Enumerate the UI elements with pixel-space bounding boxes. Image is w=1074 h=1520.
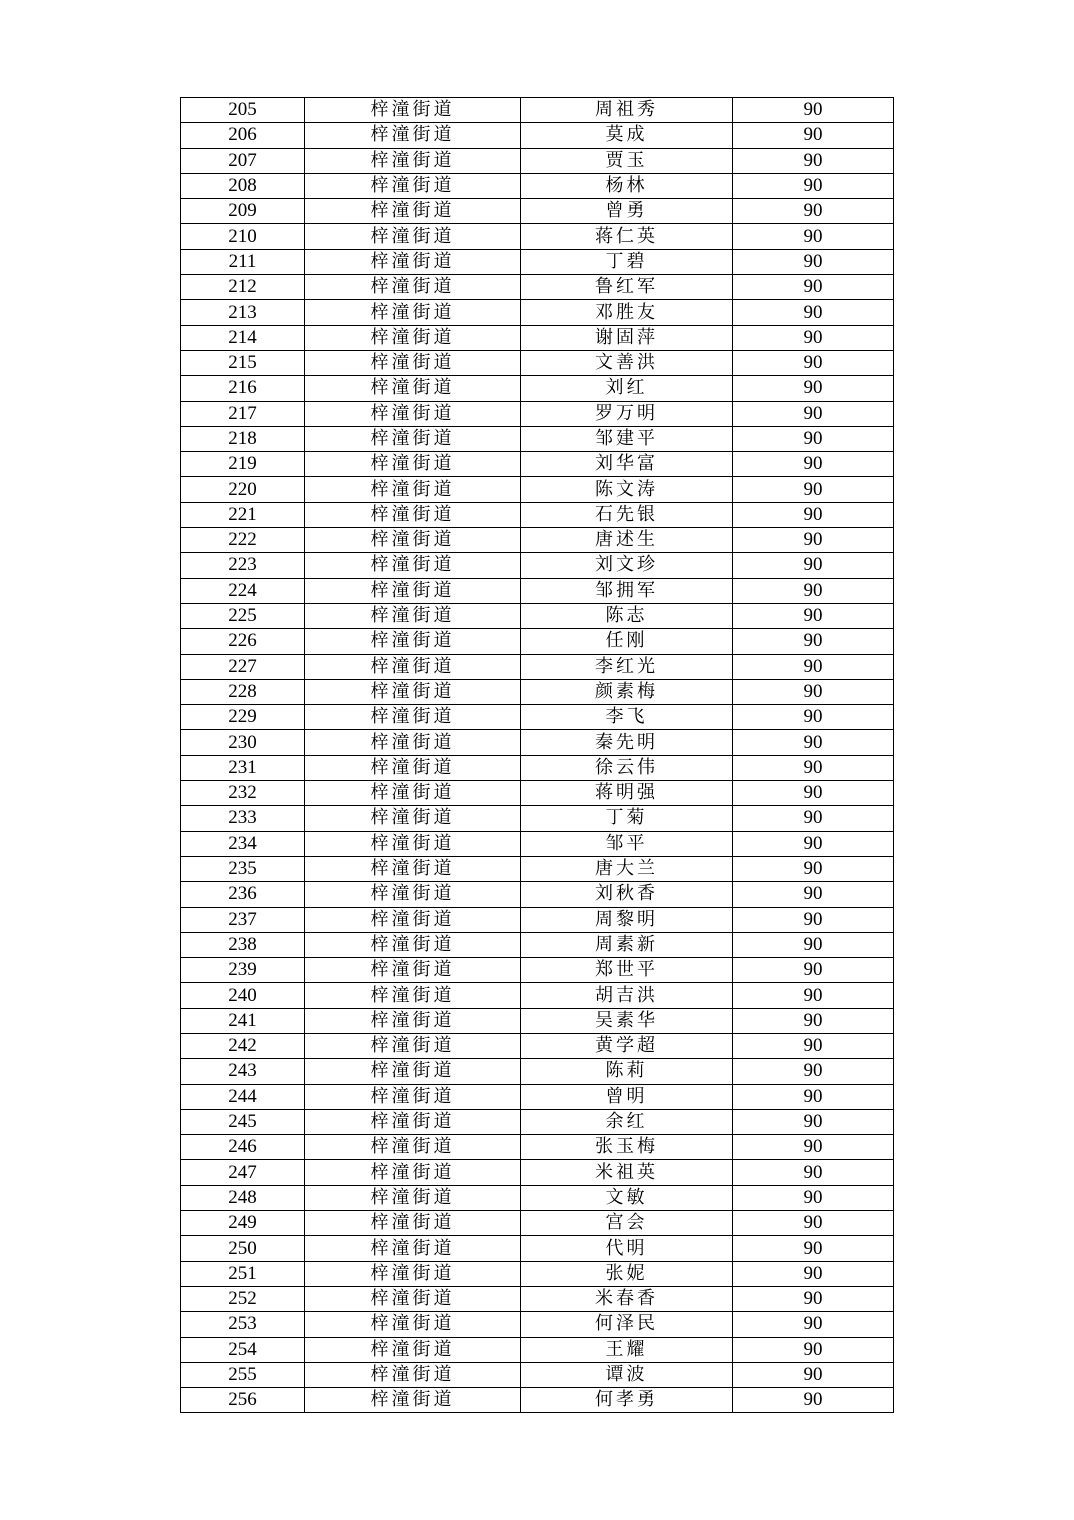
table-row [181, 578, 894, 603]
table-row [181, 603, 894, 628]
table-row [181, 755, 894, 780]
person-name-cell: 邹平 [521, 831, 733, 856]
person-name-cell: 丁菊 [521, 806, 733, 831]
row-number-cell: 227 [181, 654, 305, 679]
roster-table-body [181, 98, 894, 1413]
street-name-cell: 梓潼街道 [305, 958, 521, 983]
score-cell: 90 [733, 983, 894, 1008]
person-name-cell: 周祖秀 [521, 98, 733, 123]
table-row [181, 1109, 894, 1134]
person-name-cell: 谢固萍 [521, 325, 733, 350]
table-row [181, 1286, 894, 1311]
score-cell: 90 [733, 1388, 894, 1413]
row-number-cell: 223 [181, 553, 305, 578]
street-name-cell: 梓潼街道 [305, 173, 521, 198]
score-cell: 90 [733, 452, 894, 477]
row-number-cell: 254 [181, 1337, 305, 1362]
person-name-cell: 郑世平 [521, 958, 733, 983]
score-cell: 90 [733, 275, 894, 300]
score-cell: 90 [733, 1135, 894, 1160]
person-name-cell: 陈莉 [521, 1059, 733, 1084]
person-name-cell: 曾勇 [521, 199, 733, 224]
person-name-cell: 刘红 [521, 376, 733, 401]
street-name-cell: 梓潼街道 [305, 1337, 521, 1362]
person-name-cell: 李红光 [521, 654, 733, 679]
street-name-cell: 梓潼街道 [305, 679, 521, 704]
row-number-cell: 228 [181, 679, 305, 704]
score-cell: 90 [733, 1059, 894, 1084]
street-name-cell: 梓潼街道 [305, 1135, 521, 1160]
table-row [181, 806, 894, 831]
row-number-cell: 237 [181, 907, 305, 932]
score-cell: 90 [733, 755, 894, 780]
table-row [181, 856, 894, 881]
table-row [181, 325, 894, 350]
street-name-cell: 梓潼街道 [305, 1362, 521, 1387]
person-name-cell: 文敏 [521, 1185, 733, 1210]
person-name-cell: 唐大兰 [521, 856, 733, 881]
person-name-cell: 邹建平 [521, 426, 733, 451]
row-number-cell: 207 [181, 148, 305, 173]
street-name-cell: 梓潼街道 [305, 603, 521, 628]
row-number-cell: 208 [181, 173, 305, 198]
row-number-cell: 205 [181, 98, 305, 123]
street-name-cell: 梓潼街道 [305, 249, 521, 274]
table-row [181, 1362, 894, 1387]
street-name-cell: 梓潼街道 [305, 275, 521, 300]
score-cell: 90 [733, 679, 894, 704]
person-name-cell: 张妮 [521, 1261, 733, 1286]
street-name-cell: 梓潼街道 [305, 528, 521, 553]
score-cell: 90 [733, 249, 894, 274]
street-name-cell: 梓潼街道 [305, 477, 521, 502]
table-row [181, 1008, 894, 1033]
row-number-cell: 212 [181, 275, 305, 300]
table-row [181, 199, 894, 224]
table-row [181, 1236, 894, 1261]
row-number-cell: 243 [181, 1059, 305, 1084]
street-name-cell: 梓潼街道 [305, 856, 521, 881]
row-number-cell: 231 [181, 755, 305, 780]
table-row [181, 679, 894, 704]
table-row [181, 224, 894, 249]
street-name-cell: 梓潼街道 [305, 1211, 521, 1236]
score-cell: 90 [733, 705, 894, 730]
street-name-cell: 梓潼街道 [305, 730, 521, 755]
score-cell: 90 [733, 781, 894, 806]
street-name-cell: 梓潼街道 [305, 1261, 521, 1286]
table-row [181, 831, 894, 856]
table-row [181, 350, 894, 375]
score-cell: 90 [733, 502, 894, 527]
table-row [181, 882, 894, 907]
score-cell: 90 [733, 1362, 894, 1387]
table-row [181, 1084, 894, 1109]
table-row [181, 477, 894, 502]
person-name-cell: 曾明 [521, 1084, 733, 1109]
score-cell: 90 [733, 730, 894, 755]
score-cell: 90 [733, 882, 894, 907]
street-name-cell: 梓潼街道 [305, 199, 521, 224]
street-name-cell: 梓潼街道 [305, 755, 521, 780]
score-cell: 90 [733, 477, 894, 502]
score-cell: 90 [733, 1008, 894, 1033]
row-number-cell: 234 [181, 831, 305, 856]
street-name-cell: 梓潼街道 [305, 1084, 521, 1109]
row-number-cell: 250 [181, 1236, 305, 1261]
row-number-cell: 211 [181, 249, 305, 274]
street-name-cell: 梓潼街道 [305, 705, 521, 730]
score-cell: 90 [733, 1261, 894, 1286]
table-row [181, 1059, 894, 1084]
row-number-cell: 221 [181, 502, 305, 527]
person-name-cell: 代明 [521, 1236, 733, 1261]
table-row [181, 1337, 894, 1362]
table-row [181, 1388, 894, 1413]
table-row [181, 958, 894, 983]
table-row [181, 654, 894, 679]
row-number-cell: 242 [181, 1033, 305, 1058]
score-cell: 90 [733, 350, 894, 375]
score-cell: 90 [733, 1286, 894, 1311]
street-name-cell: 梓潼街道 [305, 376, 521, 401]
street-name-cell: 梓潼街道 [305, 1185, 521, 1210]
row-number-cell: 232 [181, 781, 305, 806]
row-number-cell: 253 [181, 1312, 305, 1337]
table-row [181, 275, 894, 300]
street-name-cell: 梓潼街道 [305, 300, 521, 325]
row-number-cell: 217 [181, 401, 305, 426]
person-name-cell: 杨林 [521, 173, 733, 198]
row-number-cell: 240 [181, 983, 305, 1008]
street-name-cell: 梓潼街道 [305, 553, 521, 578]
table-row [181, 1033, 894, 1058]
person-name-cell: 刘华富 [521, 452, 733, 477]
street-name-cell: 梓潼街道 [305, 629, 521, 654]
person-name-cell: 何孝勇 [521, 1388, 733, 1413]
person-name-cell: 陈文涛 [521, 477, 733, 502]
person-name-cell: 周素新 [521, 932, 733, 957]
person-name-cell: 吴素华 [521, 1008, 733, 1033]
row-number-cell: 241 [181, 1008, 305, 1033]
street-name-cell: 梓潼街道 [305, 654, 521, 679]
row-number-cell: 230 [181, 730, 305, 755]
street-name-cell: 梓潼街道 [305, 1312, 521, 1337]
person-name-cell: 何泽民 [521, 1312, 733, 1337]
person-name-cell: 陈志 [521, 603, 733, 628]
street-name-cell: 梓潼街道 [305, 578, 521, 603]
street-name-cell: 梓潼街道 [305, 1160, 521, 1185]
street-name-cell: 梓潼街道 [305, 350, 521, 375]
score-cell: 90 [733, 553, 894, 578]
street-name-cell: 梓潼街道 [305, 983, 521, 1008]
person-name-cell: 谭波 [521, 1362, 733, 1387]
street-name-cell: 梓潼街道 [305, 1388, 521, 1413]
street-name-cell: 梓潼街道 [305, 1109, 521, 1134]
row-number-cell: 214 [181, 325, 305, 350]
person-name-cell: 王耀 [521, 1337, 733, 1362]
score-cell: 90 [733, 98, 894, 123]
score-cell: 90 [733, 958, 894, 983]
score-cell: 90 [733, 806, 894, 831]
table-row [181, 173, 894, 198]
score-cell: 90 [733, 654, 894, 679]
table-row [181, 907, 894, 932]
table-row [181, 1312, 894, 1337]
row-number-cell: 245 [181, 1109, 305, 1134]
score-cell: 90 [733, 603, 894, 628]
score-cell: 90 [733, 907, 894, 932]
row-number-cell: 216 [181, 376, 305, 401]
person-name-cell: 贾玉 [521, 148, 733, 173]
row-number-cell: 218 [181, 426, 305, 451]
person-name-cell: 秦先明 [521, 730, 733, 755]
score-cell: 90 [733, 578, 894, 603]
person-name-cell: 刘文珍 [521, 553, 733, 578]
row-number-cell: 206 [181, 123, 305, 148]
row-number-cell: 219 [181, 452, 305, 477]
row-number-cell: 220 [181, 477, 305, 502]
street-name-cell: 梓潼街道 [305, 932, 521, 957]
person-name-cell: 莫成 [521, 123, 733, 148]
street-name-cell: 梓潼街道 [305, 907, 521, 932]
person-name-cell: 蒋仁英 [521, 224, 733, 249]
row-number-cell: 236 [181, 882, 305, 907]
table-row [181, 528, 894, 553]
row-number-cell: 239 [181, 958, 305, 983]
table-row [181, 426, 894, 451]
row-number-cell: 210 [181, 224, 305, 249]
row-number-cell: 229 [181, 705, 305, 730]
score-cell: 90 [733, 1160, 894, 1185]
street-name-cell: 梓潼街道 [305, 781, 521, 806]
street-name-cell: 梓潼街道 [305, 401, 521, 426]
street-name-cell: 梓潼街道 [305, 831, 521, 856]
table-row [181, 401, 894, 426]
score-cell: 90 [733, 148, 894, 173]
street-name-cell: 梓潼街道 [305, 882, 521, 907]
table-row [181, 376, 894, 401]
street-name-cell: 梓潼街道 [305, 1008, 521, 1033]
table-row [181, 1211, 894, 1236]
table-row [181, 148, 894, 173]
row-number-cell: 213 [181, 300, 305, 325]
street-name-cell: 梓潼街道 [305, 502, 521, 527]
table-row [181, 123, 894, 148]
person-name-cell: 邓胜友 [521, 300, 733, 325]
table-row [181, 249, 894, 274]
row-number-cell: 255 [181, 1362, 305, 1387]
score-cell: 90 [733, 199, 894, 224]
person-name-cell: 张玉梅 [521, 1135, 733, 1160]
table-row [181, 1135, 894, 1160]
table-row [181, 98, 894, 123]
table-row [181, 781, 894, 806]
score-cell: 90 [733, 300, 894, 325]
person-name-cell: 唐述生 [521, 528, 733, 553]
table-row [181, 705, 894, 730]
person-name-cell: 罗万明 [521, 401, 733, 426]
row-number-cell: 226 [181, 629, 305, 654]
row-number-cell: 256 [181, 1388, 305, 1413]
score-cell: 90 [733, 629, 894, 654]
street-name-cell: 梓潼街道 [305, 148, 521, 173]
table-row [181, 1261, 894, 1286]
score-cell: 90 [733, 376, 894, 401]
score-cell: 90 [733, 1185, 894, 1210]
person-name-cell: 丁碧 [521, 249, 733, 274]
table-row [181, 1185, 894, 1210]
street-name-cell: 梓潼街道 [305, 123, 521, 148]
score-cell: 90 [733, 856, 894, 881]
person-name-cell: 任刚 [521, 629, 733, 654]
table-row [181, 502, 894, 527]
score-cell: 90 [733, 1312, 894, 1337]
score-cell: 90 [733, 932, 894, 957]
row-number-cell: 251 [181, 1261, 305, 1286]
score-cell: 90 [733, 1033, 894, 1058]
person-name-cell: 石先银 [521, 502, 733, 527]
table-row [181, 730, 894, 755]
row-number-cell: 238 [181, 932, 305, 957]
row-number-cell: 248 [181, 1185, 305, 1210]
score-cell: 90 [733, 1109, 894, 1134]
person-name-cell: 徐云伟 [521, 755, 733, 780]
street-name-cell: 梓潼街道 [305, 806, 521, 831]
score-cell: 90 [733, 224, 894, 249]
person-name-cell: 刘秋香 [521, 882, 733, 907]
score-cell: 90 [733, 401, 894, 426]
row-number-cell: 224 [181, 578, 305, 603]
street-name-cell: 梓潼街道 [305, 224, 521, 249]
score-cell: 90 [733, 528, 894, 553]
street-name-cell: 梓潼街道 [305, 452, 521, 477]
street-name-cell: 梓潼街道 [305, 1059, 521, 1084]
table-row [181, 452, 894, 477]
row-number-cell: 252 [181, 1286, 305, 1311]
person-name-cell: 颜素梅 [521, 679, 733, 704]
person-name-cell: 米春香 [521, 1286, 733, 1311]
person-name-cell: 胡吉洪 [521, 983, 733, 1008]
table-row [181, 1160, 894, 1185]
row-number-cell: 247 [181, 1160, 305, 1185]
row-number-cell: 233 [181, 806, 305, 831]
street-name-cell: 梓潼街道 [305, 98, 521, 123]
table-row [181, 629, 894, 654]
person-name-cell: 李飞 [521, 705, 733, 730]
score-cell: 90 [733, 831, 894, 856]
roster-table [180, 97, 894, 1413]
table-row [181, 553, 894, 578]
person-name-cell: 邹拥军 [521, 578, 733, 603]
person-name-cell: 黄学超 [521, 1033, 733, 1058]
person-name-cell: 蒋明强 [521, 781, 733, 806]
row-number-cell: 215 [181, 350, 305, 375]
score-cell: 90 [733, 426, 894, 451]
score-cell: 90 [733, 1084, 894, 1109]
street-name-cell: 梓潼街道 [305, 426, 521, 451]
score-cell: 90 [733, 173, 894, 198]
person-name-cell: 文善洪 [521, 350, 733, 375]
score-cell: 90 [733, 1337, 894, 1362]
row-number-cell: 244 [181, 1084, 305, 1109]
row-number-cell: 235 [181, 856, 305, 881]
row-number-cell: 222 [181, 528, 305, 553]
street-name-cell: 梓潼街道 [305, 325, 521, 350]
person-name-cell: 周黎明 [521, 907, 733, 932]
table-row [181, 983, 894, 1008]
table-row [181, 300, 894, 325]
row-number-cell: 249 [181, 1211, 305, 1236]
street-name-cell: 梓潼街道 [305, 1236, 521, 1261]
score-cell: 90 [733, 123, 894, 148]
row-number-cell: 209 [181, 199, 305, 224]
street-name-cell: 梓潼街道 [305, 1033, 521, 1058]
score-cell: 90 [733, 325, 894, 350]
table-row [181, 932, 894, 957]
person-name-cell: 米祖英 [521, 1160, 733, 1185]
person-name-cell: 鲁红军 [521, 275, 733, 300]
row-number-cell: 225 [181, 603, 305, 628]
row-number-cell: 246 [181, 1135, 305, 1160]
street-name-cell: 梓潼街道 [305, 1286, 521, 1311]
score-cell: 90 [733, 1236, 894, 1261]
score-cell: 90 [733, 1211, 894, 1236]
person-name-cell: 宫会 [521, 1211, 733, 1236]
person-name-cell: 余红 [521, 1109, 733, 1134]
